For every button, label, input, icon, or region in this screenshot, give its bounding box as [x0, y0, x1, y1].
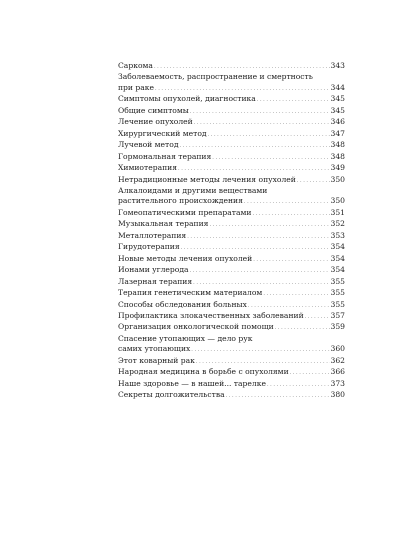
toc-entry [118, 322, 345, 333]
toc-entry-page-number: 354 [330, 242, 345, 252]
dot-leader [193, 277, 329, 288]
toc-entry-title: Музыкальная терапия [118, 219, 209, 229]
toc-entry-page-number: 360 [330, 344, 345, 354]
toc-entry-page-number: 357 [330, 310, 345, 320]
toc-entry-page-number: 350 [330, 174, 345, 184]
toc-entry-title-line: Заболеваемость, распространение и смертность [118, 72, 313, 82]
dot-leader [154, 61, 330, 72]
toc-entry [118, 219, 345, 230]
dot-leader [253, 254, 329, 265]
toc-entry [118, 208, 345, 219]
dot-leader [190, 106, 330, 117]
dot-leader [297, 175, 330, 186]
toc-entry-title: Гормональная терапия [118, 151, 212, 161]
toc-entry [118, 288, 345, 299]
toc-entry-title: Гомеопатическими препаратами [118, 207, 252, 217]
toc-entry-title: Терапия генетическим материалом [118, 288, 263, 298]
toc-entry-page-number: 353 [330, 230, 345, 240]
toc-entry-title: Саркома [118, 61, 153, 70]
dot-leader [190, 265, 330, 276]
toc-entry [118, 231, 345, 242]
toc-entry-page-number: 354 [330, 253, 345, 263]
toc-entry-title: Наше здоровье — в нашей... тарелке [118, 378, 266, 388]
toc-entry-title: Общие симптомы [118, 105, 189, 115]
toc-entry-page-number: 348 [330, 140, 345, 150]
dot-leader [194, 117, 330, 128]
toc-entry-title: Секреты долгожительства [118, 390, 225, 400]
toc-entry [118, 140, 345, 151]
toc-entry-page-number: 348 [330, 151, 345, 161]
toc-entry-title: Ионами углерода [118, 265, 189, 275]
toc-entry [118, 242, 345, 253]
toc-entry-title: Симптомы опухолей, диагностика [118, 94, 256, 104]
toc-entry-title: при раке [118, 82, 155, 92]
toc-entry [118, 106, 345, 117]
toc-entry-title: растительного происхождения [118, 196, 243, 206]
toc-entry-page-number: 346 [330, 117, 345, 127]
toc-entry-page-number: 345 [330, 105, 345, 115]
dot-leader [191, 344, 329, 355]
toc-entry-title: Профилактика злокачественных заболеваний [118, 310, 304, 320]
dot-leader [181, 242, 330, 253]
toc-entry [118, 129, 345, 140]
toc-entry [118, 390, 345, 401]
dot-leader [180, 140, 330, 151]
toc-entry-title: Хирургический метод [118, 128, 207, 138]
toc-entry [118, 356, 345, 367]
toc-entry-title: Нетрадиционные методы лечения опухолей [118, 174, 296, 184]
dot-leader [208, 129, 330, 140]
toc-entry-page-number: 347 [330, 128, 345, 138]
toc-entry-page-number: 345 [330, 94, 345, 104]
toc-entry-page-number: 352 [330, 219, 345, 229]
toc-entry-title: Новые методы лечения опухолей [118, 253, 253, 263]
toc-entry-page-number: 380 [330, 390, 345, 400]
toc-entry-title: Металлотерапия [118, 230, 187, 240]
dot-leader [209, 219, 329, 230]
dot-leader [263, 288, 329, 299]
toc-entry-page-number: 343 [330, 61, 345, 70]
toc-entry-page-number: 362 [330, 355, 345, 365]
toc-entry [118, 163, 345, 174]
toc-entry-title-line: Спасение утопающих — дело рук [118, 333, 253, 343]
toc-entry [118, 254, 345, 265]
dot-leader [212, 152, 329, 163]
toc-entry-page-number: 354 [330, 265, 345, 275]
toc-entry [118, 277, 345, 288]
toc-entry [118, 186, 345, 208]
dot-leader [226, 390, 330, 401]
toc-entry [118, 300, 345, 311]
toc-entry-title: Организация онкологической помощи [118, 322, 274, 332]
toc-entry-page-number: 366 [330, 367, 345, 377]
dot-leader [305, 311, 330, 322]
toc-entry-title-line: Алкалоидами и другими веществами [118, 185, 268, 195]
dot-leader [275, 322, 330, 333]
toc-entry [118, 61, 345, 72]
toc-entry-page-number: 350 [330, 196, 345, 206]
toc-entry-title: самих утопающих [118, 344, 191, 354]
toc-entry [118, 311, 345, 322]
dot-leader [196, 356, 330, 367]
toc-entry [118, 175, 345, 186]
dot-leader [187, 231, 329, 242]
toc-entry [118, 94, 345, 105]
toc-entry-title: Лучевой метод [118, 140, 179, 150]
toc-entry [118, 334, 345, 356]
toc-entry [118, 367, 345, 378]
toc-entry [118, 117, 345, 128]
dot-leader [267, 379, 330, 390]
toc-entry-page-number: 359 [330, 322, 345, 332]
toc-entry [118, 72, 345, 94]
toc-entry-title: Народная медицина в борьбе с опухолями [118, 367, 289, 377]
dot-leader [252, 208, 329, 219]
toc-entry-title: Химиотерапия [118, 163, 178, 173]
toc-entry [118, 379, 345, 390]
toc-entry-title: Гирудотерапия [118, 242, 180, 252]
dot-leader [178, 163, 329, 174]
toc-entry-title: Лазерная терапия [118, 276, 193, 286]
dot-leader [244, 196, 330, 207]
dot-leader [290, 367, 330, 378]
toc-entry-page-number: 355 [330, 276, 345, 286]
toc-entry [118, 152, 345, 163]
toc-entry-title: Лечение опухолей [118, 117, 193, 127]
toc-entry-page-number: 373 [330, 378, 345, 388]
toc-entry [118, 265, 345, 276]
toc-entry-page-number: 349 [330, 163, 345, 173]
dot-leader [257, 94, 330, 105]
dot-leader [155, 83, 329, 94]
table-of-contents [118, 61, 345, 402]
toc-entry-page-number: 344 [330, 82, 345, 92]
toc-entry-title: Способы обследования больных [118, 299, 247, 309]
toc-entry-page-number: 355 [330, 288, 345, 298]
toc-entry-page-number: 355 [330, 299, 345, 309]
toc-entry-title: Этот коварный рак [118, 355, 195, 365]
toc-entry-page-number: 351 [330, 207, 345, 217]
dot-leader [248, 300, 330, 311]
